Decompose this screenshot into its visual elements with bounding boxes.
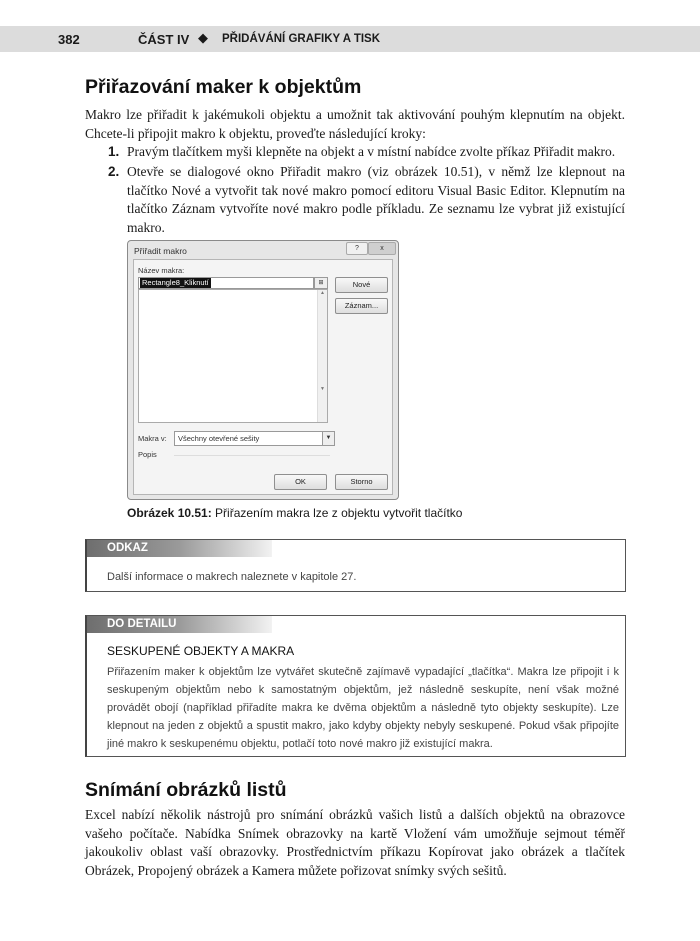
note-text: Další informace o makrech naleznete v kapitole 27. [107,571,357,583]
section-heading: Přiřazování maker k objektům [85,76,362,98]
dialog-title: Přiřadit makro [134,246,187,256]
running-header [0,26,700,52]
figure-caption-text: Přiřazením makra lze z objektu vytvořit tlačítko [211,506,463,520]
record-button[interactable]: Záznam... [335,298,388,314]
macros-in-value: Všechny otevřené sešity [178,434,260,443]
intro-paragraph: Makro lze přiřadit k jakémukoli objektu a umožnit tak aktivování pouhým klepnutím na objekt. Chcete-li připojit makro k objektu, proveďte následující kroky: [85,107,625,141]
cancel-button[interactable]: Storno [335,474,388,490]
figure-label: Obrázek 10.51: [127,506,212,520]
part-label: ČÁST IV [138,32,190,47]
help-icon[interactable]: ? [346,242,368,255]
divider [174,455,330,456]
macro-list[interactable] [138,289,328,423]
macros-in-select[interactable] [174,431,335,446]
note-box [85,539,626,592]
ok-button[interactable]: OK [274,474,327,490]
description-label: Popis [138,450,157,459]
assign-macro-dialog [127,240,399,500]
diamond-icon: ◆ [198,30,208,45]
macros-in-label: Makra v: [138,434,167,443]
figure-caption [127,506,462,520]
note-tag: ODKAZ [87,540,272,557]
detail-box [85,615,626,757]
collapse-dialog-icon[interactable]: ⊞ [314,277,328,289]
chapter-title: PŘIDÁVÁNÍ GRAFIKY A TISK [222,33,381,45]
list-text: Pravým tlačítkem myši klepněte na objekt a v místní nabídce zvolte příkaz Přiřadit makro. [127,144,616,159]
detail-subheading: SESKUPENÉ OBJEKTY A MAKRA [107,644,295,658]
dialog-body [133,259,393,495]
scrollbar[interactable]: ▲ ▼ [317,290,327,422]
macro-name-input[interactable] [138,277,314,289]
list-text: Otevře se dialogové okno Přiřadit makro (viz obrázek 10.51), v němž lze klepnout na tlačítko Nové a vytvořit tak nové makro pomocí editoru Visual Basic Editor. Klepnutím na tlačítko Záznam vytvoříte nové makro podle příkladu. Ze seznamu lze vybrat již existující makro. [127,164,625,235]
chevron-down-icon[interactable]: ▼ [322,432,334,445]
new-button[interactable]: Nové [335,277,388,293]
close-icon[interactable]: x [368,242,396,255]
list-item [108,143,625,162]
list-item [108,163,625,237]
macro-name-value: Rectangle8_Kliknutí [142,278,209,287]
macro-name-label: Název makra: [138,266,185,275]
list-number: 1. [108,144,120,159]
list-number: 2. [108,164,120,179]
section-paragraph: Excel nabízí několik nástrojů pro snímání obrázků vašich listů a dalších objektů na obrazovce vašeho počítače. Nabídka Snímek obrazovky na kartě Vložení vám umožňuje sejmout téměř jakoukoliv oblast vaší obrazovky. Prostřednictvím příkazu Kopírovat jako obrázek a tlačítek Obrázek, Propojený obrázek a Kamera můžete pořizovat snímky svých sešitů. [85,807,625,878]
page-number: 382 [58,32,80,47]
detail-tag: DO DETAILU [87,616,272,633]
detail-text: Přiřazením maker k objektům lze vytvářet skutečně zajímavě vypadající „tlačítka“. Makra lze připojit i k seskupeným objektům nebo k samostatným objektům, jež následně seskupíte, není však možné provádět obojí (například přiřadíte makra ke dvěma objektům a následně tyto objekty seskupíte). Lze klepnout na jeden z objektů a spustit makro, jako kdyby objekty nebyly seskupené. Pokud však připojíte jiné makro k seskupenému objektu, potlačí toto nové makro již existující makra. [107,666,619,750]
section-heading: Snímání obrázků listů [85,779,287,801]
